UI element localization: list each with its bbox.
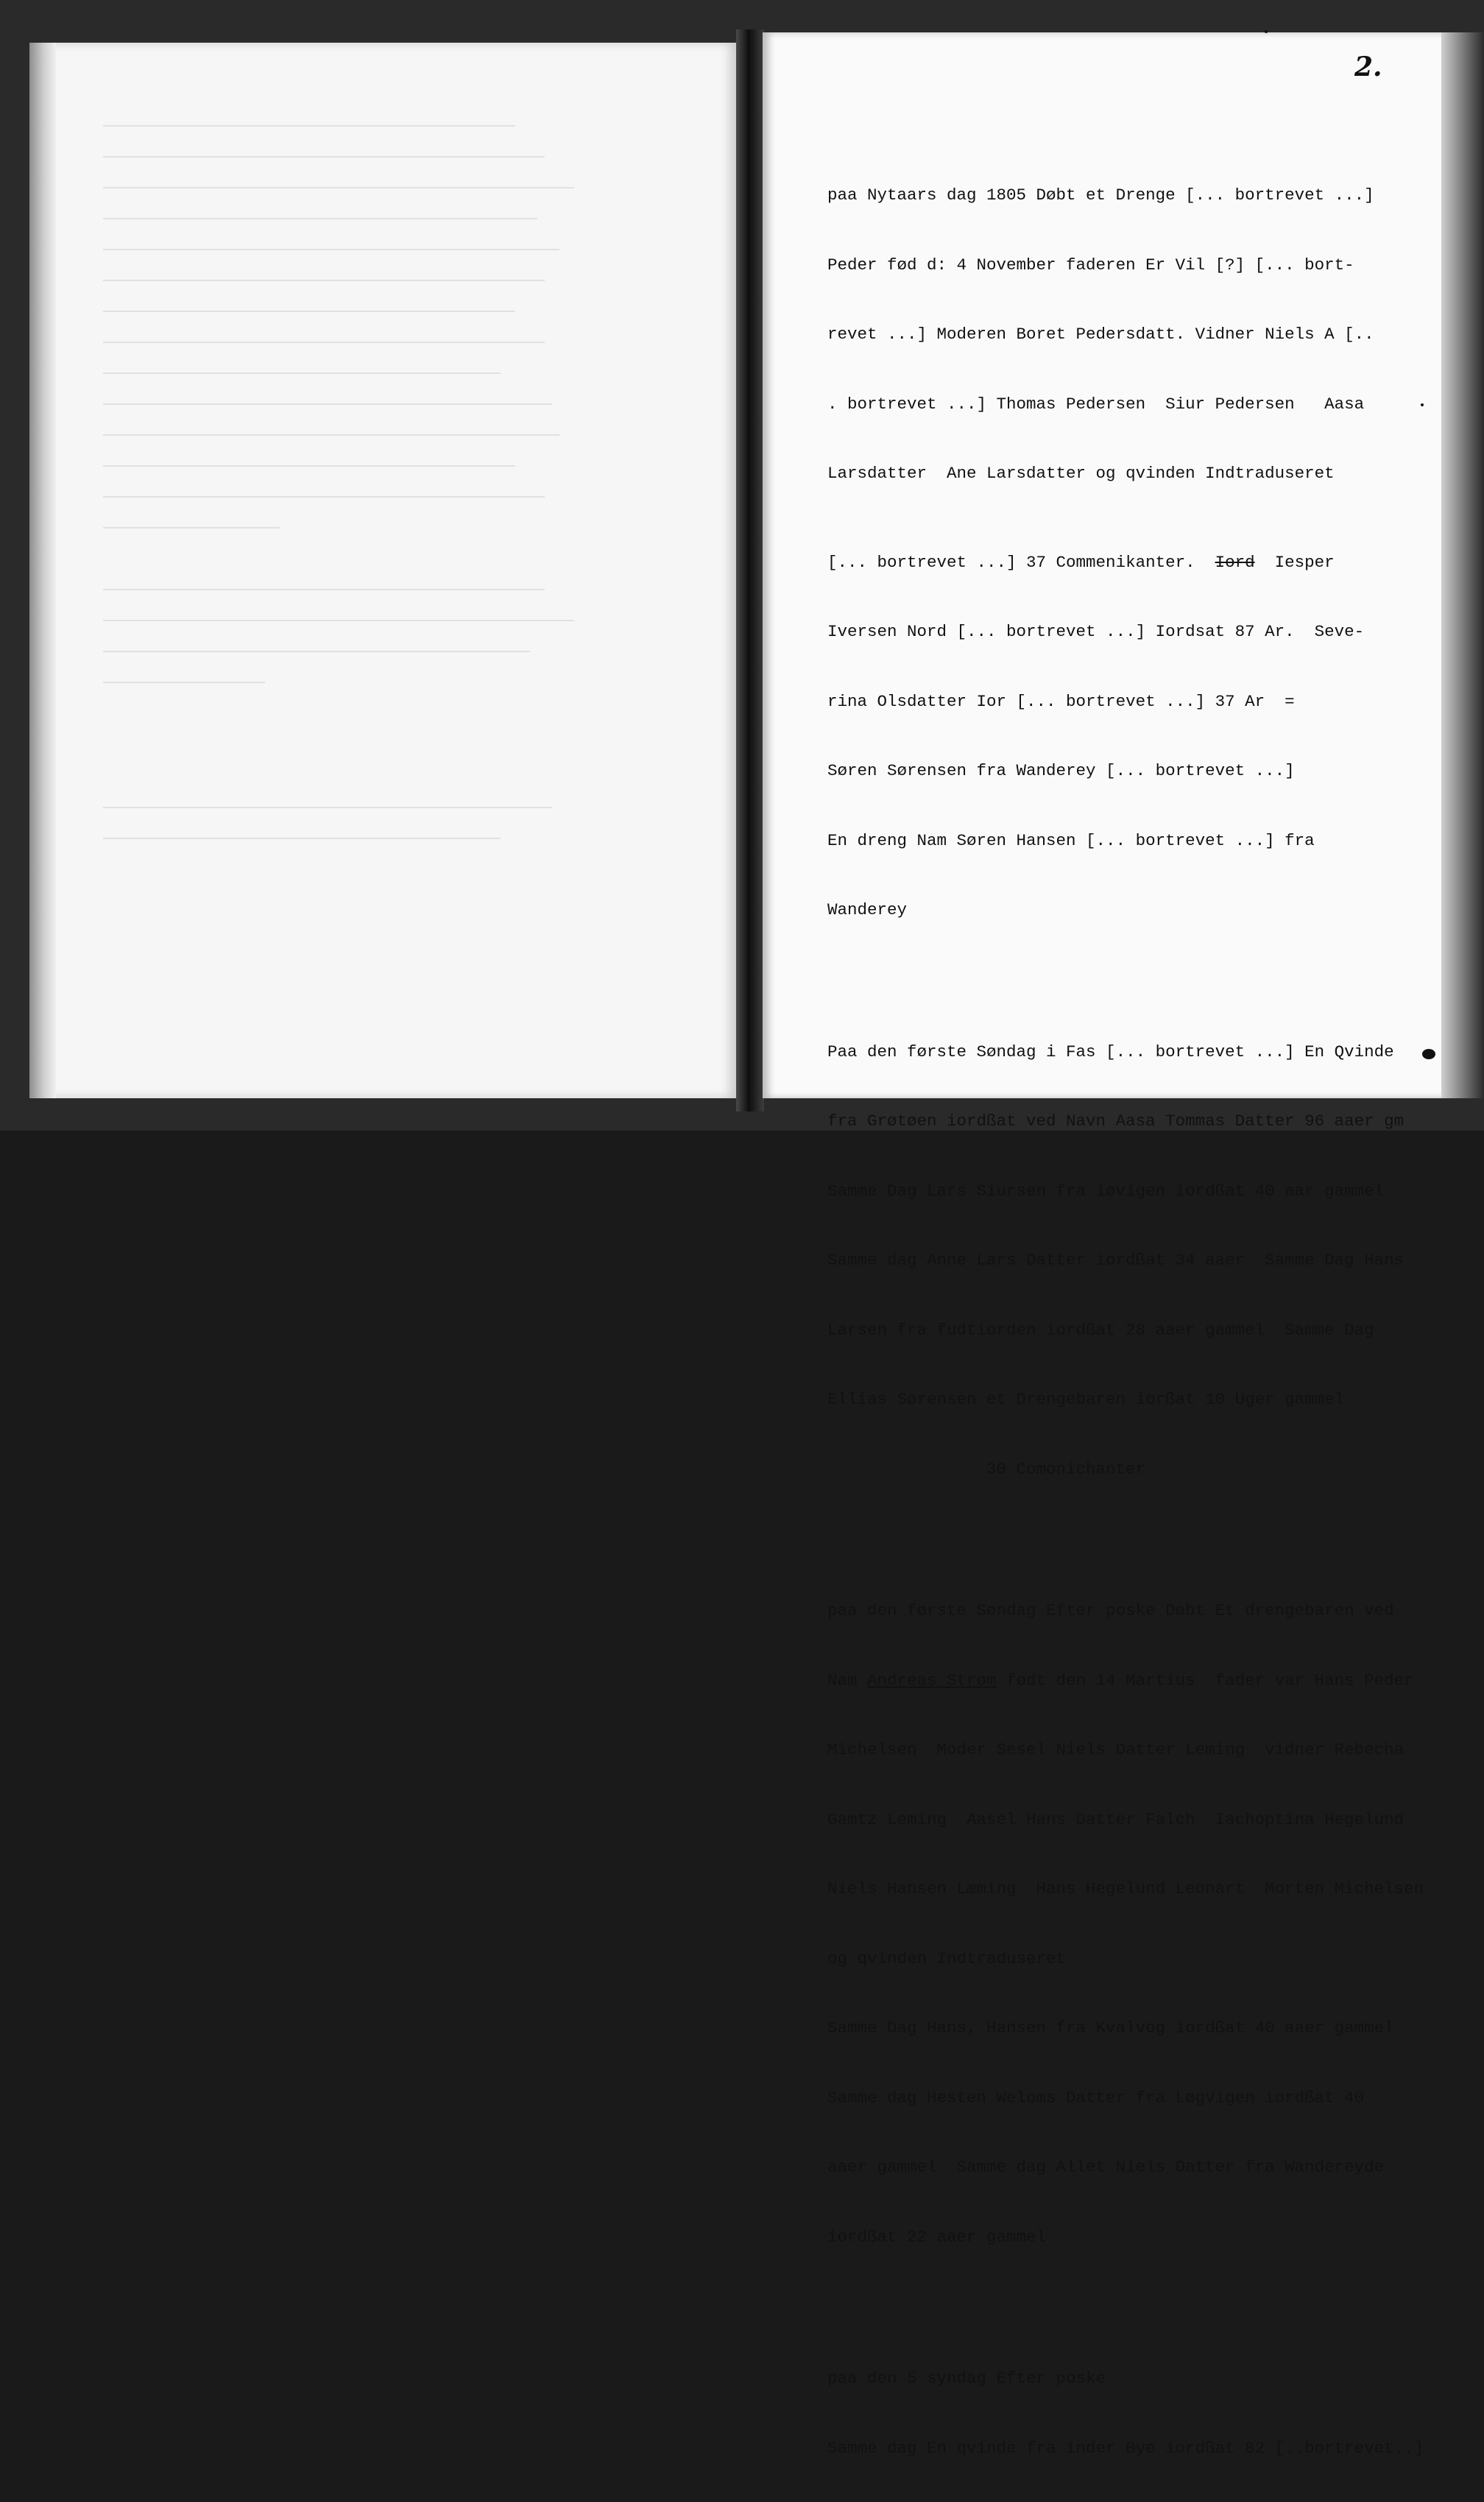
text-line: Wanderey <box>827 900 908 919</box>
page-number: 2. <box>1354 52 1382 82</box>
text-line: fra Grøtøen iordßat ved Navn Aasa Tommas Datter 96 aaer gm <box>827 1112 1404 1131</box>
transcription-text <box>827 122 1424 2502</box>
scan-blot <box>1422 1049 1435 1059</box>
paragraph-gap <box>827 964 1416 979</box>
book-gutter <box>736 29 764 1112</box>
text-line: paa den første Søndag Efter poske Døbt Et drengebaren ved <box>827 1601 1394 1620</box>
centered-line: 30 Comonichanter <box>986 1459 1146 1479</box>
text-line: Peder fød d: 4 November faderen Er Vil [?] [... bort- <box>827 255 1354 275</box>
text-line-with-strikethrough <box>827 547 1416 579</box>
bleed-through-text <box>103 110 662 861</box>
text-line: paa Nytaars dag 1805 Døbt et Drenge [... bortrevet ...] <box>827 185 1374 205</box>
text-line: aaer gammel Samme dag Allet Niels Datter fra Wandereyde <box>827 2158 1385 2177</box>
text-line: Paa den første Søndag i Fas [... bortrevet ...] En Qvinde <box>827 1042 1394 1061</box>
scan-speck <box>1421 403 1424 406</box>
text-line: En dreng Nam Søren Hansen [... bortrevet ...] fra <box>827 830 1315 850</box>
text-line: rina Olsdatter Ior [... bortrevet ...] 37 Ar = <box>827 691 1295 711</box>
paragraph-gap <box>827 2291 1416 2305</box>
scan-speck <box>1265 30 1268 33</box>
text-line: Samme dag En qvinde fra inder Bye iordßat 82 [..bortrevet..] <box>827 2438 1424 2458</box>
text-line: Niels Hansen Læming Hans Hegelund Leonart Morten Michelsen <box>827 1879 1424 1898</box>
text-segment: [... bortrevet ...] 37 Commenikanter. <box>827 552 1215 572</box>
text-line: Larsdatter Ane Larsdatter og qvinden Indtraduseret <box>827 464 1335 483</box>
text-line: Larsen fra fudtiorden iordßat 28 aaer gammel Samme Dag <box>827 1320 1374 1340</box>
underlined-name: Andreas Strøm <box>867 1670 997 1690</box>
text-line: og qvinden Indtraduseret <box>827 1948 1067 1968</box>
text-line: Gamtz Leming Aasel Hans Datter Falch Iachoptina Hegelund <box>827 1809 1404 1829</box>
left-page-edge <box>29 43 56 1098</box>
text-line: Ellias Sørensen et Drengebaren iorßat 10 Uger gammel <box>827 1390 1345 1409</box>
text-line: Iversen Nord [... bortrevet ...] Iordsat 87 Ar. Seve- <box>827 622 1365 641</box>
text-segment: født den 14 Martius fader var Hans Peder <box>996 1670 1414 1690</box>
text-segment: Nam <box>827 1670 868 1690</box>
right-page-edge <box>1441 32 1484 1098</box>
text-line: . bortrevet ...] Thomas Pedersen Siur Pedersen Aasa <box>827 394 1365 414</box>
text-line: revet ...] Moderen Boret Pedersdatt. Vidner Niels A [.. <box>827 325 1374 344</box>
text-line: Samme Dag Lars Siursen fra iøvigen iordßat 40 aar gammel <box>827 1181 1385 1201</box>
text-line: iordßat 22 aaer gammel <box>827 2227 1047 2247</box>
text-line: Samme dag Hesten Weloms Datter fra Løgvigen iordßat 40 <box>827 2088 1365 2107</box>
text-line: Samme dag Anne Lars Datter iordßat 34 aaer Samme Dag Hans <box>827 1251 1404 1270</box>
text-line: paa den 5 syndag Efter poske <box>827 2369 1106 2388</box>
paragraph-gap <box>827 1523 1416 1538</box>
text-line: Samme Dag Hans, Hansen fra Kvalvog iordßat 40 aaer gammel <box>827 2018 1394 2038</box>
text-segment: Iesper <box>1254 552 1335 572</box>
struck-word: Iord <box>1215 552 1255 572</box>
text-line: Søren Sørensen fra Wanderey [... bortrevet ...] <box>827 761 1295 780</box>
text-line-with-underline <box>827 1665 1416 1697</box>
text-line: Michelsen Moder Sesel Niels Datter Leming vidner Rebecha <box>827 1740 1404 1759</box>
